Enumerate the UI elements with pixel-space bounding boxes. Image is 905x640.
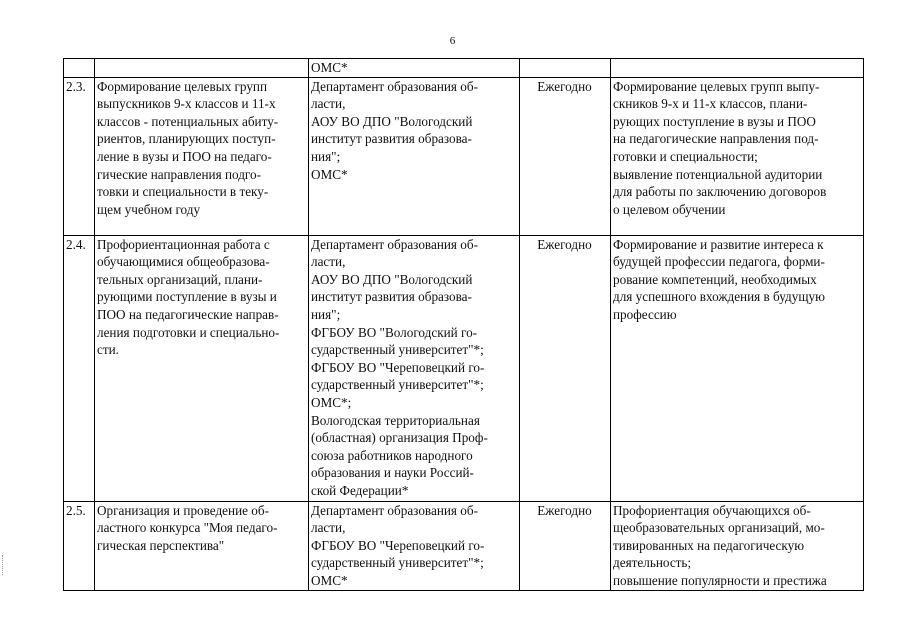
result-cell (611, 501, 864, 590)
executors-cell-line: АОУ ВО ДПО "Вологодский (311, 271, 473, 287)
result-cell-line: о целевом обучении (613, 201, 726, 217)
event-cell-line: ластного конкурса "Моя педаго- (97, 520, 278, 536)
executors-cell-line: Департамент образования об- (311, 236, 478, 252)
event-cell (95, 77, 309, 235)
executors-cell-line: Департамент образования об- (311, 502, 478, 518)
event-cell (95, 501, 309, 590)
term-cell: Ежегодно (520, 235, 611, 501)
term-cell: Ежегодно (520, 501, 611, 590)
executors-cell (309, 77, 520, 235)
executors-cell-line: ской Федерации* (311, 482, 409, 498)
result-cell (611, 77, 864, 235)
executors-cell-line: сударственный университет"*; (311, 555, 484, 571)
result-cell-line: для успешного вхождения в будущую (613, 289, 825, 305)
term-cell (520, 59, 611, 78)
page-number: 6 (449, 35, 456, 47)
executors-cell-line: ния"; (311, 148, 341, 164)
activities-table (63, 58, 864, 591)
event-cell (95, 235, 309, 501)
result-cell-line: рующих поступление в вузы и ПОО (613, 113, 816, 129)
event-cell (95, 59, 309, 78)
result-cell-line: Профориентация обучающихся об- (613, 502, 811, 518)
executors-cell-line: сударственный университет"*; (311, 377, 484, 393)
scan-edge-mark (2, 555, 7, 575)
item-number: 2.4. (64, 235, 95, 501)
result-cell (611, 235, 864, 501)
event-cell-line: Профориентационная работа с (97, 236, 270, 252)
result-cell-line: повышение популярности и престижа (613, 572, 827, 588)
result-cell-line: рование компетенций, необходимых (613, 271, 817, 287)
result-cell-line: скников 9-х и 11-х классов, плани- (613, 96, 808, 112)
result-cell-line: для работы по заключению договоров (613, 184, 827, 200)
event-cell-line: обучающимися общеобразова- (97, 254, 270, 270)
executors-cell-line: институт развития образова- (311, 289, 472, 305)
executors-cell-line: союза работников народного (311, 447, 473, 463)
executors-cell (309, 59, 520, 78)
executors-cell-line: образования и науки Россий- (311, 465, 474, 481)
executors-cell-line: ОМС* (311, 572, 348, 588)
result-cell-line: деятельность; (613, 555, 692, 571)
result-cell-line: готовки и специальности; (613, 148, 758, 164)
event-cell-line: сти. (97, 342, 119, 358)
executors-cell-line: институт развития образова- (311, 131, 472, 147)
executors-cell (309, 235, 520, 501)
table-row (64, 501, 864, 590)
table-row (64, 235, 864, 501)
result-cell-line: будущей профессии педагога, форми- (613, 254, 825, 270)
result-cell-line: Формирование и развитие интереса к (613, 236, 824, 252)
event-cell-line: гические направления подго- (97, 166, 261, 182)
event-cell-line: товки и специальности в теку- (97, 184, 269, 200)
executors-cell-line: ОМС* (311, 166, 348, 182)
result-cell-line: выявление потенциальной аудитории (613, 166, 823, 182)
event-cell-line: тельных организаций, плани- (97, 271, 263, 287)
term-cell: Ежегодно (520, 77, 611, 235)
executors-cell-line: ласти, (311, 96, 346, 112)
executors-cell-line: ласти, (311, 520, 346, 536)
executors-cell-line: ОМС*; (311, 394, 352, 410)
event-cell-line: Формирование целевых групп (97, 78, 268, 94)
event-cell-line: классов - потенциальных абиту- (97, 113, 279, 129)
executors-cell-line: ласти, (311, 254, 346, 270)
table-row (64, 77, 864, 235)
event-cell-line: риентов, планирующих поступ- (97, 131, 276, 147)
result-cell-line: на педагогические направления под- (613, 131, 819, 147)
executors-cell (309, 501, 520, 590)
executors-cell-line: ФГБОУ ВО "Череповецкий го- (311, 537, 485, 553)
executors-cell-line: ОМС* (311, 60, 348, 75)
event-cell-line: щем учебном году (97, 201, 201, 217)
item-number: 2.3. (64, 77, 95, 235)
result-cell-line: профессию (613, 306, 677, 322)
executors-cell-line: ФГБОУ ВО "Вологодский го- (311, 324, 478, 340)
event-cell-line: ления подготовки и специально- (97, 324, 280, 340)
event-cell-line: Организация и проведение об- (97, 502, 269, 518)
executors-cell-line: ния"; (311, 306, 341, 322)
executors-cell-line: (областная) организация Проф- (311, 430, 488, 446)
result-cell-line: Формирование целевых групп выпу- (613, 78, 820, 94)
event-cell-line: гическая перспектива" (97, 537, 225, 553)
item-number: 2.5. (64, 501, 95, 590)
result-cell-line: тивированных на педагогическую (613, 537, 805, 553)
event-cell-line: ПОО на педагогические направ- (97, 306, 279, 322)
executors-cell-line: АОУ ВО ДПО "Вологодский (311, 113, 473, 129)
item-number (64, 59, 95, 78)
table-row (64, 59, 864, 78)
result-cell-line: щеобразовательных организаций, мо- (613, 520, 825, 536)
result-cell (611, 59, 864, 78)
executors-cell-line: сударственный университет"*; (311, 342, 484, 358)
event-cell-line: ление в вузы и ПОО на педаго- (97, 148, 272, 164)
executors-cell-line: ФГБОУ ВО "Череповецкий го- (311, 359, 485, 375)
event-cell-line: выпускников 9-х классов и 11-х (97, 96, 276, 112)
event-cell-line: рующими поступление в вузы и (97, 289, 277, 305)
executors-cell-line: Вологодская территориальная (311, 412, 480, 428)
executors-cell-line: Департамент образования об- (311, 78, 478, 94)
